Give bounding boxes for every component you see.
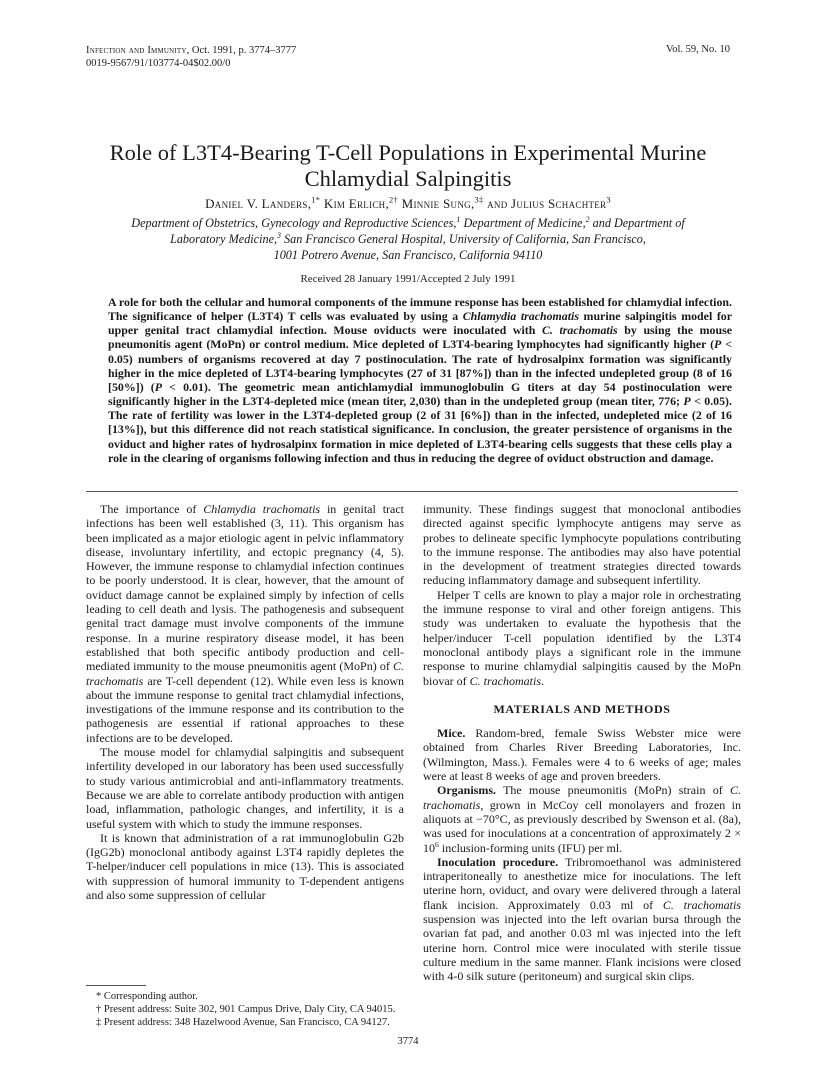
footnote: * Corresponding author. (96, 991, 198, 1002)
body-text: The importance of (100, 502, 204, 516)
title-line-1: Role of L3T4-Bearing T-Cell Populations in Experimental Murine (109, 140, 707, 165)
affiliation (80, 215, 736, 263)
body-paragraph: It is known that administration of a rat immunoglobulin G2b (IgG2b) monoclonal antibody against L3T4 rapidly depletes the T-helper/inducer cell populations in mice (13). This is associated with suppression of humoral immunity to T-dependent antigens and also some suppression of cellular (86, 830, 404, 903)
abstract-p-symbol: P (683, 394, 691, 409)
body-text: in genital tract infections has been well established (3, 11). This organism has been implicated as a major etiologic agent in pelvic inflammatory disease, involuntary infertility, and ectopic pregnancy (4, 5). However, the immune response to chlamydial infection continues to be poorly understood. It is clear, however, that the amount of oviduct damage cannot be explained simply by infection of cells leading to cell death and lysis. The pathogenesis and subsequent genital tract damage must involve components of the immune response. In a murine respiratory disease model, it has been established that both specific antibody production and cell-mediated immunity to the mouse pneumonitis agent (MoPn) of (86, 502, 405, 674)
abstract-divider (86, 491, 738, 492)
section-heading: MATERIALS AND METHODS (493, 701, 671, 716)
affiliation-text: San Francisco General Hospital, University of California, San Francisco, (281, 232, 646, 246)
abstract-species: C. trachomatis (541, 323, 618, 338)
affiliation-text: Laboratory Medicine, (170, 232, 278, 246)
affil-mark-2: 2 (585, 214, 590, 224)
methods-paragraph (423, 855, 741, 984)
abstract (108, 295, 732, 465)
body-paragraph: immunity. These findings suggest that monoclonal antibodies directed against specific lymphocyte antigens may serve as probes to delineate specific lymphocyte populations contributing to the immune response. The antibodies may also have potential in the development of treatment strategies directed towards reducing inflammatory damage and subsequent infertility. (423, 502, 741, 588)
run-in-heading: Inoculation procedure. (437, 854, 559, 869)
body-paragraph (86, 502, 404, 745)
abstract-text: < 0.01). The geometric mean antichlamydial immunoglobulin G titers at day 54 postinoculation were significantly higher in the L3T4-depleted mice (mean titer, 2,030) than in the undepleted group (mean titer, 776; (108, 379, 733, 409)
received-dates: Received 28 January 1991/Accepted 2 July 1991 (300, 273, 516, 285)
methods-paragraph (423, 726, 741, 783)
author-mark: 3‡ (474, 194, 484, 205)
body-text: inclusion-forming units (IFU) per ml. (438, 840, 623, 855)
author-mark: 3 (606, 194, 611, 205)
affil-mark-1: 1 (456, 214, 461, 224)
body-paragraph: The mouse model for chlamydial salpingitis and subsequent infertility developed in our laboratory has been used successfully to study various antimicrobial and anti-inflammatory treatments. Because we are able to correlate antibody production with antigen load, inflammation, pathologic changes, and infertility, it is a useful system with which to study the immune responses. (86, 745, 404, 831)
abstract-text: < 0.05). The rate of fertility was lower in the L3T4-depleted group (2 of 31 [6%]) than in the infected, undepleted mice (2 of 16 [13%]), but this difference did not reach statistical significance. In conclusion, the greater persistence of organisms in the oviduct and higher rates of hydrosalpinx formation in mice depleted of L3T4-bearing cells suggests that these cells play a role in the clearing of organisms following infection and thus in reducing the degree of oviduct obstruction and damage. (108, 394, 732, 465)
species-name: C. trachomatis (662, 897, 741, 912)
journal-header (86, 44, 296, 70)
abstract-text: < 0.05) numbers of organisms recovered at day 7 postinoculation. The rate of hydrosalpinx formation was significantly higher in the mice depleted of L3T4-bearing lymphocytes (27 of 31 [87%]) than in the infected undepleted group (8 of 16 [50%]) ( (108, 337, 733, 394)
footnote: † Present address: Suite 302, 901 Campus Drive, Daly City, CA 94015. (96, 1004, 396, 1015)
footnote-divider (86, 985, 146, 986)
affil-mark-3: 3 (277, 230, 281, 240)
title-line-2: Chlamydial Salpingitis (304, 166, 512, 191)
abstract-text: A role for both the cellular and humoral components of the immune response has been established for chlamydial infection. The significance of helper (L3T4) T cells was evaluated by using a (108, 295, 732, 324)
affiliation-text: 1001 Potrero Avenue, San Francisco, California 94110 (273, 248, 543, 262)
run-in-heading: Mice. (437, 726, 466, 741)
body-text: Random-bred, female Swiss Webster mice were obtained from Charles River Breeding Laboratories, Inc. (Wilmington, Mass.). Females were 4 to 6 weeks of age; males were at least 8 weeks of age and proven breeders. (423, 726, 741, 784)
abstract-species: Chlamydia trachomatis (462, 309, 579, 324)
author-name: and Julius Schachter (483, 196, 607, 211)
methods-paragraph (423, 783, 741, 854)
author-mark: 2† (389, 194, 399, 205)
affiliation-text: and Department of (589, 216, 685, 230)
affiliation-text: Department of Obstetrics, Gynecology and Reproductive Sciences, (131, 216, 457, 230)
body-text: Helper T cells are known to play a major role in orchestrating the immune response to viral and other foreign antigens. This study was undertaken to evaluate the hypothesis that the helper/inducer T-cell population identified by the L3T4 monoclonal antibody plays a significant role in the immune response to murine chlamydial salpingitis caused by the MoPn biovar of (423, 587, 741, 688)
author-mark: 1* (311, 194, 321, 205)
species-name: C. trachomatis (469, 673, 541, 688)
right-column (423, 502, 741, 984)
footnotes (86, 990, 404, 1029)
body-text: , grown in McCoy cell monolayers and frozen in aliquots at −70°C, as previously described by Swenson et al. (8a), was used for inoculations at a concentration of approximately 2 × 10 (423, 797, 741, 855)
page-number: 3774 (397, 1036, 419, 1047)
journal-name: Infection and Immunity (86, 45, 187, 56)
volume-info: Vol. 59, No. 10 (666, 44, 730, 55)
author-list (60, 196, 756, 212)
footnote: ‡ Present address: 348 Hazelwood Avenue, San Francisco, CA 94127. (96, 1017, 390, 1028)
abstract-p-symbol: P (154, 379, 163, 394)
exponent: 6 (435, 839, 439, 849)
article-code: 0019-9567/91/103774-04$02.00/0 (86, 58, 231, 69)
body-text: The mouse pneumonitis (MoPn) strain of (496, 783, 730, 798)
body-text: are T-cell dependent (12). While even less is known about the immune response to genital tract chlamydial infections, investigations of the immune response and its contribution to the pathogenesis are essential if rational approaches to these infections are to be developed. (86, 673, 404, 745)
body-text: . (541, 673, 544, 688)
abstract-text: by using the mouse pneumonitis agent (MoPn) or control medium. Mice depleted of L3T4-bearing lymphocytes had significantly higher ( (108, 323, 732, 352)
article-title (60, 140, 756, 192)
body-paragraph (423, 588, 741, 688)
species-name: Chlamydia trachomatis (203, 502, 321, 516)
abstract-p-symbol: P (714, 337, 722, 352)
left-column (86, 502, 404, 902)
issue-info: , Oct. 1991, p. 3774–3777 (186, 45, 297, 56)
species-name: C. trachomatis (423, 783, 741, 812)
species-name: C. trachomatis (86, 659, 404, 688)
body-text: suspension was injected into the left ovarian bursa through the ovarian fat pad, and another 0.03 ml was injected into the left uterine horn. Control mice were inoculated with sterile tissue culture medium in the same manner. Flank incisions were closed with 4-0 silk suture (peritoneum) and surgical skin clips. (423, 912, 741, 984)
author-name: Kim Erlich, (320, 196, 390, 211)
author-name: Minnie Sung, (398, 196, 475, 211)
affiliation-text: Department of Medicine, (460, 216, 586, 230)
author-name: Daniel V. Landers, (205, 196, 312, 211)
abstract-text: murine salpingitis model for upper genital tract chlamydial infection. Mouse oviducts were inoculated with (108, 309, 732, 338)
run-in-heading: Organisms. (437, 783, 497, 798)
body-text: Tribromoethanol was administered intraperitoneally to anesthetize mice for inoculations. The left uterine horn, oviduct, and ovary were delivered through a lateral flank incision. Approximately 0.03 ml of (423, 854, 741, 912)
